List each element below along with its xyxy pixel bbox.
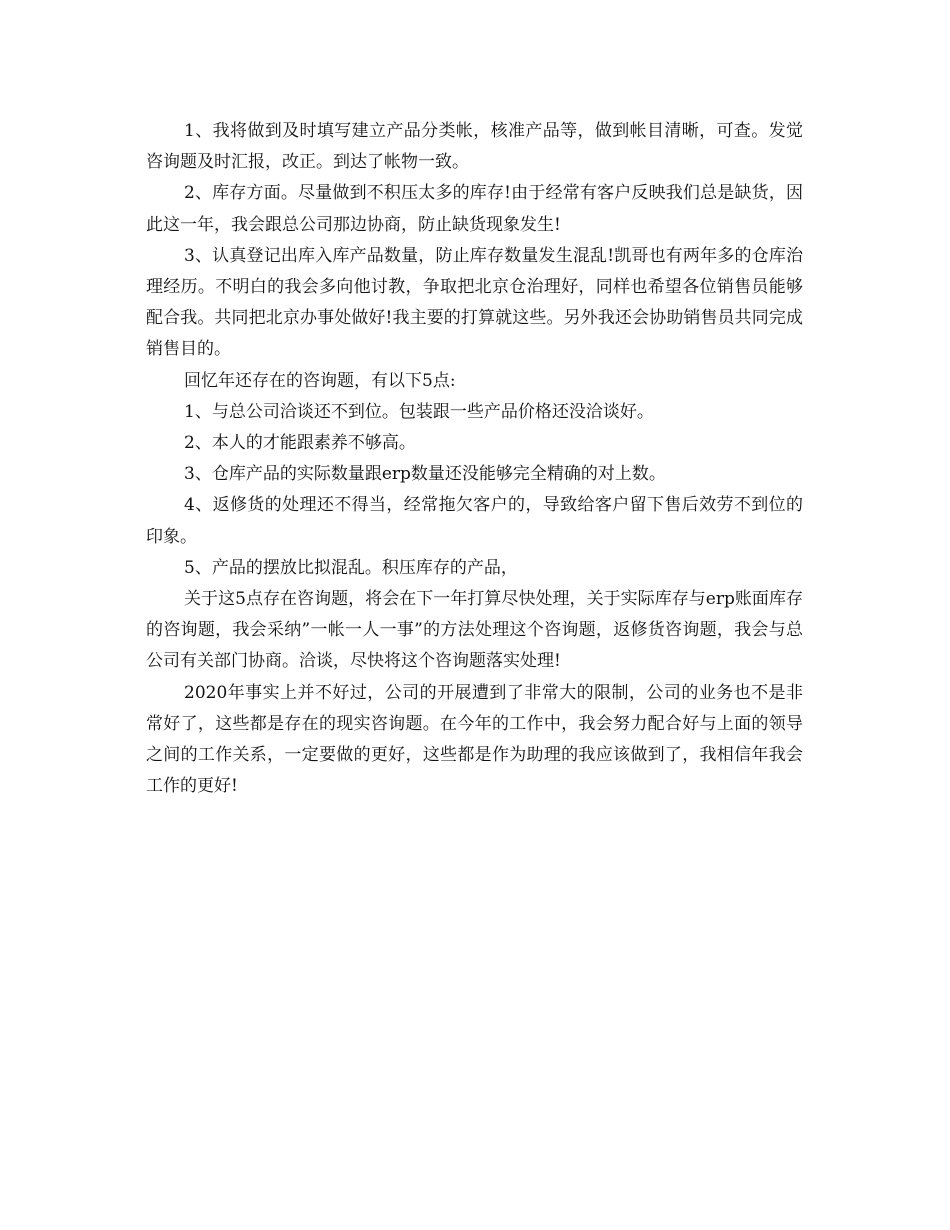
paragraph-conclusion: 2020年事实上并不好过，公司的开展遭到了非常大的限制，公司的业务也不是非常好了，这些都是存在的现实咨询题。在今年的工作中，我会努力配合好与上面的领导之间的工作关系，一定要做的更好，这些都是作为助理的我应该做到了，我相信年我会工作的更好! <box>146 682 803 797</box>
paragraph-issue-5: 5、产品的摆放比拟混乱。积压库存的产品， <box>184 557 518 578</box>
paragraph-plan-3: 3、认真登记出库入库产品数量，防止库存数量发生混乱!凯哥也有两年多的仓库治理经历。不明白的我会多向他讨教，争取把北京仓治理好，同样也希望各位销售员能够配合我。共同把北京办事处做好!我主要的打算就这些。另外我还会协助销售员共同完成销售目的。 <box>146 245 803 360</box>
paragraph-issue-4: 4、返修货的处理还不得当，经常拖欠客户的，导致给客户留下售后效劳不到位的印象。 <box>146 495 803 547</box>
document-body <box>146 116 803 802</box>
paragraph-resolution: 关于这5点存在咨询题，将会在下一年打算尽快处理，关于实际库存与erp账面库存的咨询题，我会采纳”一帐一人一事”的方法处理这个咨询题，返修货咨询题，我会与总公司有关部门协商。洽谈，尽快将这个咨询题落实处理! <box>146 589 803 672</box>
paragraph-plan-2: 2、库存方面。尽量做到不积压太多的库存!由于经常有客户反映我们总是缺货，因此这一年，我会跟总公司那边协商，防止缺货现象发生! <box>146 183 803 235</box>
paragraph-issues-intro: 回忆年还存在的咨询题，有以下5点: <box>184 370 456 391</box>
paragraph-issue-3: 3、仓库产品的实际数量跟erp数量还没能够完全精确的对上数。 <box>184 464 666 485</box>
paragraph-issue-2: 2、本人的才能跟素养不够高。 <box>184 433 416 454</box>
paragraph-issue-1: 1、与总公司洽谈还不到位。包装跟一些产品价格还没洽谈好。 <box>184 401 654 422</box>
paragraph-plan-1: 1、我将做到及时填写建立产品分类帐，核准产品等，做到帐目清晰，可查。发觉咨询题及时汇报，改正。到达了帐物一致。 <box>146 121 803 173</box>
